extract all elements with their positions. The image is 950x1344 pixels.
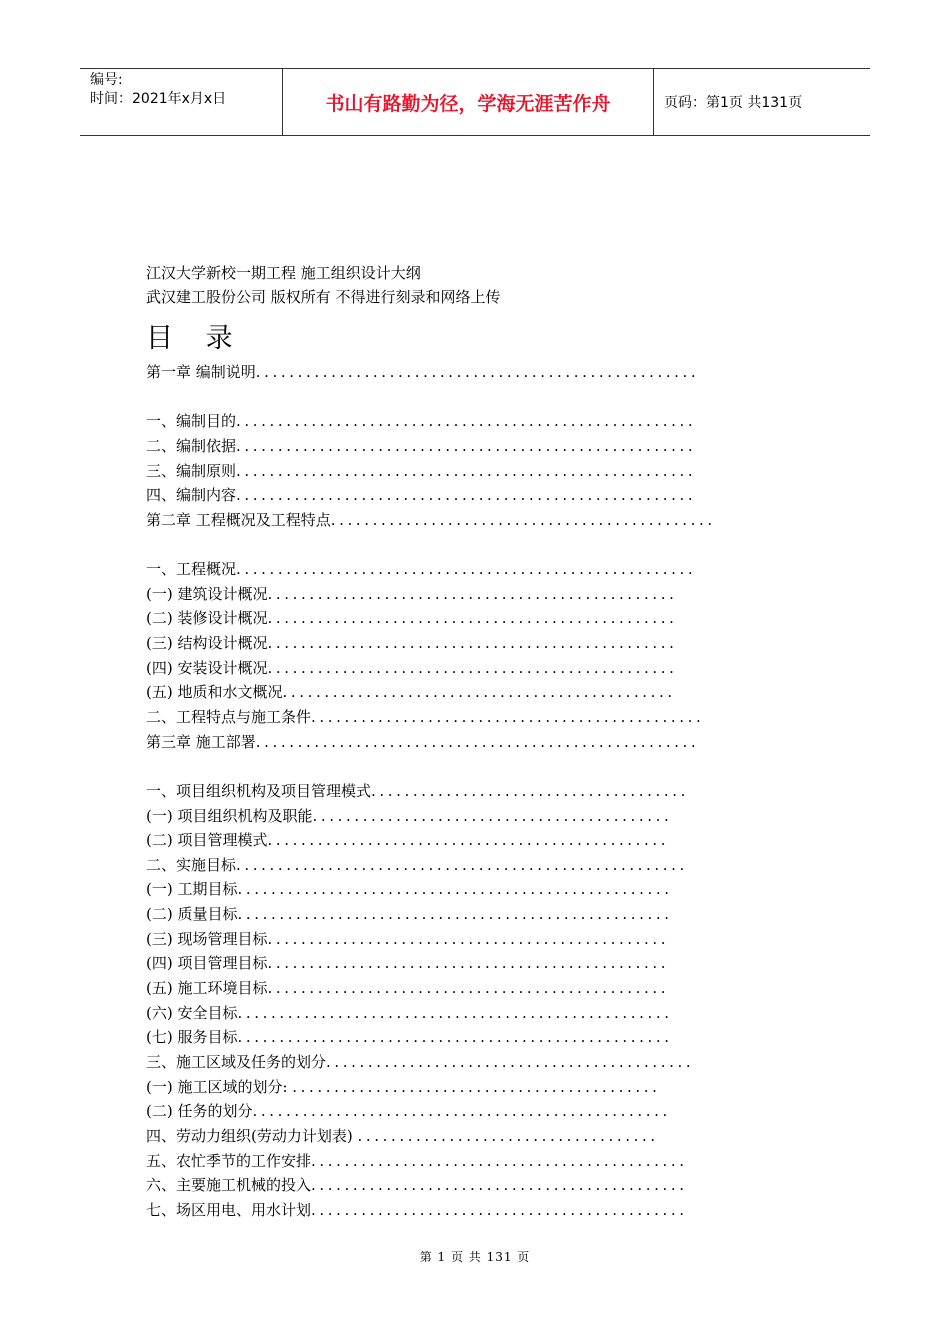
toc-spacer — [146, 532, 826, 557]
toc-entry-label: 一、项目组织机构及项目管理模式 — [146, 781, 372, 800]
toc-entry-label: 三、施工区域及任务的划分 — [146, 1052, 327, 1071]
toc-entry-label: 三、编制原则 — [146, 461, 237, 480]
toc-entry-label: 第一章 编制说明 — [146, 363, 256, 381]
toc-leader-dots: ....................................................... — [236, 412, 697, 431]
toc-entry-label: (五) 施工环境目标 — [146, 979, 268, 998]
toc-entry-label: 五、农忙季节的工作安排 — [146, 1151, 312, 1170]
toc-entry[interactable] — [146, 1173, 826, 1198]
toc-entry[interactable] — [146, 680, 826, 705]
toc-entry-label: (一) 建筑设计概况 — [146, 584, 268, 603]
toc-leader-dots: ................................................. — [267, 634, 678, 653]
toc-entry-label: 四、劳动力组织(劳动力计划表) — [146, 1126, 358, 1145]
toc-entry[interactable] — [146, 902, 826, 927]
toc-leader-dots: ........................................... — [312, 806, 673, 825]
toc-entry[interactable] — [146, 1099, 826, 1124]
toc-leader-dots: .................................................... — [237, 1003, 673, 1022]
toc-entry-label: (一) 项目组织机构及职能 — [146, 806, 313, 825]
toc-leader-dots: ....................................................... — [236, 461, 697, 480]
toc-leader-dots: ............................................. — [311, 1200, 688, 1219]
toc-entry-label: 二、编制依据 — [146, 436, 237, 455]
toc-entry-label: (二) 任务的划分 — [146, 1102, 253, 1121]
toc-leader-dots: .................................................. — [252, 1102, 671, 1121]
toc-entry[interactable] — [146, 828, 826, 853]
toc-entry[interactable] — [146, 360, 826, 385]
toc-entry-label: 第三章 施工部署 — [146, 732, 256, 751]
toc-entry-label: 二、工程特点与施工条件 — [146, 707, 312, 726]
toc-leader-dots: ................................................ — [267, 929, 670, 948]
toc-entry-label: (七) 服务目标 — [146, 1028, 238, 1047]
toc-entry-label: (二) 装修设计概况 — [146, 609, 268, 628]
toc-entry[interactable] — [146, 1198, 826, 1223]
toc-spacer — [146, 385, 826, 410]
toc-leader-dots: ............................................ — [292, 1077, 661, 1096]
toc-leader-dots: ................................................ — [267, 954, 670, 973]
toc-leader-dots: ................................................. — [267, 658, 678, 677]
toc-entry-label: (五) 地质和水文概况 — [146, 683, 283, 702]
toc-leader-dots: ............................................... — [282, 683, 676, 702]
toc-leader-dots: ...................................................... — [236, 855, 688, 874]
toc-entry[interactable] — [146, 1075, 826, 1100]
toc-entry[interactable] — [146, 705, 826, 730]
toc-spacer — [146, 754, 826, 779]
toc-entry-label: 一、工程概况 — [146, 560, 237, 579]
toc-entry-label: 第二章 工程概况及工程特点 — [146, 510, 331, 529]
toc-entry[interactable] — [146, 853, 826, 878]
page-header — [80, 68, 870, 136]
toc-entry[interactable] — [146, 434, 826, 459]
page-info: 页码：第1页 共131页 — [664, 95, 803, 111]
toc-entry[interactable] — [146, 730, 826, 755]
toc-entry-label: (四) 项目管理目标 — [146, 954, 268, 973]
toc-leader-dots: ....................................................... — [236, 560, 697, 579]
toc-entry[interactable] — [146, 582, 826, 607]
toc-leader-dots: ................................................ — [267, 831, 670, 850]
toc-entry[interactable] — [146, 557, 826, 582]
toc-entry[interactable] — [146, 508, 826, 533]
header-left-cell — [80, 69, 282, 135]
toc-entry[interactable] — [146, 1050, 826, 1075]
toc-entry[interactable] — [146, 656, 826, 681]
toc-entry-label: 七、场区用电、用水计划 — [146, 1200, 312, 1219]
toc-entry[interactable] — [146, 483, 826, 508]
toc-leader-dots: .................................................... — [237, 880, 673, 899]
intro-line-1: 江汉大学新校一期工程 施工组织设计大纲 — [146, 264, 421, 282]
toc-entry[interactable] — [146, 804, 826, 829]
number-label: 编号: — [90, 72, 123, 88]
toc-leader-dots: ..................................................... — [255, 732, 700, 751]
page-footer: 第 1 页 共 131 页 — [419, 1250, 531, 1264]
intro-line-2: 武汉建工股份公司 版权所有 不得进行刻录和网络上传 — [146, 288, 501, 306]
toc-entry-label: (一) 工期目标 — [146, 880, 238, 899]
toc-title: 目 录 — [146, 323, 245, 354]
toc-entry[interactable] — [146, 1149, 826, 1174]
toc-leader-dots: .................................................... — [237, 905, 673, 924]
toc-entry[interactable] — [146, 951, 826, 976]
toc-entry[interactable] — [146, 631, 826, 656]
toc-entry-label: (六) 安全目标 — [146, 1003, 238, 1022]
toc-entry[interactable] — [146, 1001, 826, 1026]
toc-leader-dots: ....................................................... — [236, 486, 697, 505]
toc-leader-dots: .................................... — [357, 1126, 659, 1145]
toc-entry[interactable] — [146, 1124, 826, 1149]
toc-leader-dots: ....................................................... — [236, 436, 697, 455]
toc-entry[interactable] — [146, 409, 826, 434]
toc-leader-dots: ...................................... — [371, 781, 690, 800]
table-of-contents — [146, 360, 826, 1222]
toc-entry[interactable] — [146, 606, 826, 631]
toc-leader-dots: ............................................. — [311, 1176, 688, 1195]
toc-leader-dots: ................................................. — [267, 609, 678, 628]
toc-leader-dots: ............................................ — [326, 1052, 695, 1071]
toc-entry-label: (三) 结构设计概况 — [146, 634, 268, 653]
toc-entry[interactable] — [146, 976, 826, 1001]
toc-entry-label: 六、主要施工机械的投入 — [146, 1176, 312, 1195]
toc-entry-label: 四、编制内容 — [146, 486, 237, 505]
toc-entry[interactable] — [146, 877, 826, 902]
toc-entry-label: (二) 质量目标 — [146, 905, 238, 924]
time-label: 时间：2021年x月x日 — [90, 91, 227, 107]
toc-leader-dots: ............................................. — [311, 1151, 688, 1170]
toc-entry[interactable] — [146, 927, 826, 952]
toc-leader-dots: ................................................ — [267, 979, 670, 998]
toc-entry-label: 二、实施目标 — [146, 855, 237, 874]
toc-leader-dots: .............................................. — [330, 510, 716, 529]
toc-entry-label: (四) 安装设计概况 — [146, 658, 268, 677]
toc-entry-label: (三) 现场管理目标 — [146, 929, 268, 948]
toc-entry-label: 一、编制目的 — [146, 412, 237, 431]
toc-entry[interactable] — [146, 779, 826, 804]
toc-leader-dots: .................................................... — [237, 1028, 673, 1047]
toc-leader-dots: ............................................... — [311, 707, 705, 726]
motto: 书山有路勤为径，学海无涯苦作舟 — [282, 69, 654, 135]
toc-leader-dots: ..................................................... — [255, 363, 700, 381]
toc-entry[interactable] — [146, 1025, 826, 1050]
toc-entry-label: (二) 项目管理模式 — [146, 831, 268, 850]
toc-entry-label: (一) 施工区域的划分: — [146, 1077, 293, 1096]
toc-entry[interactable] — [146, 459, 826, 484]
toc-leader-dots: ................................................. — [267, 584, 678, 603]
